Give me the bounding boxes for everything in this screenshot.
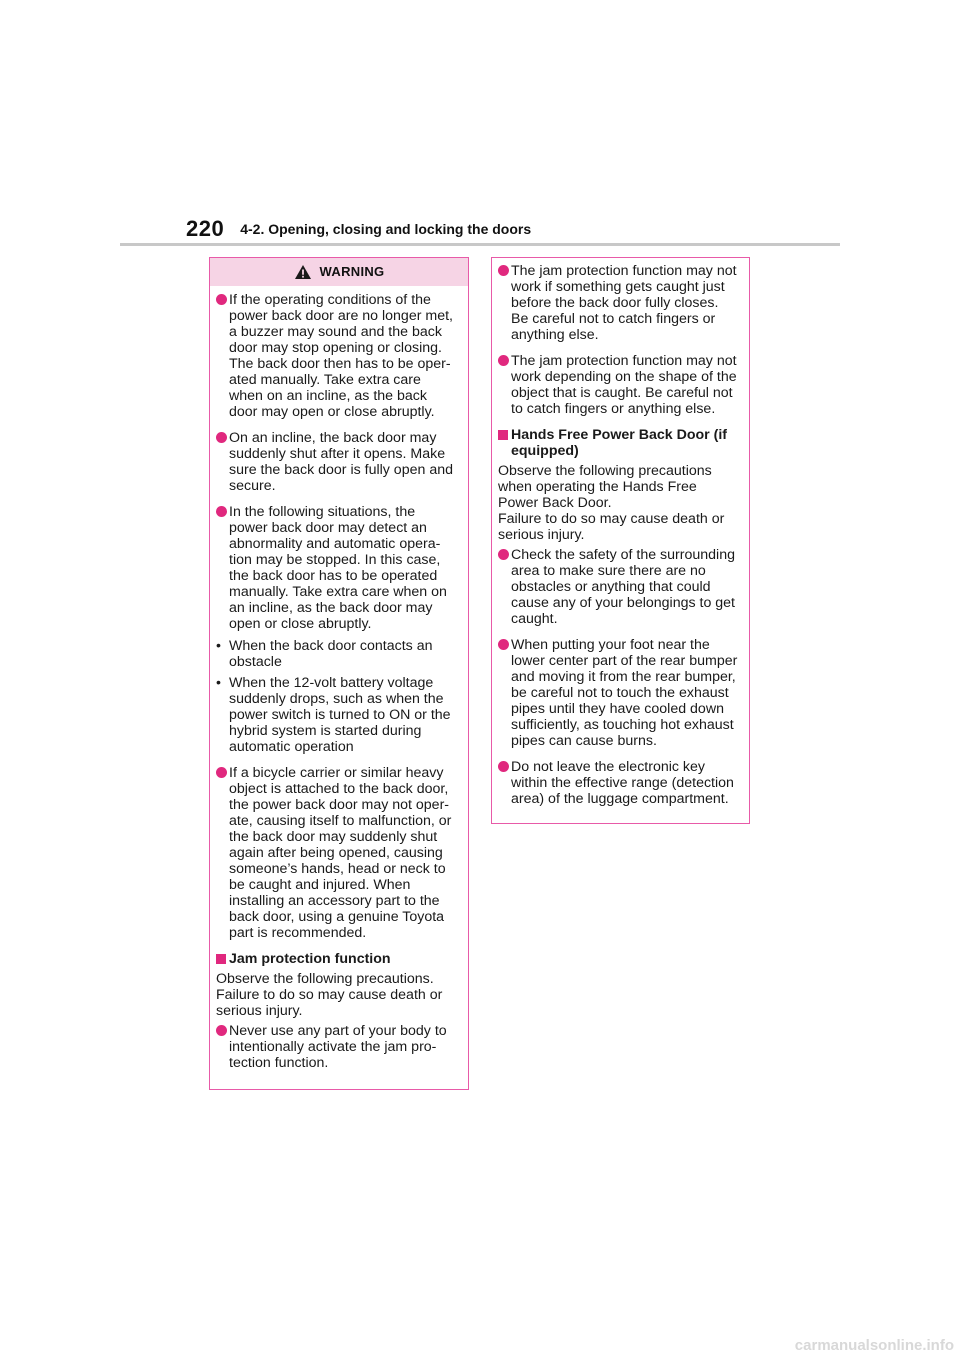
bullet-dot-icon xyxy=(216,504,229,632)
list-item-text: If the operating conditions of the power back door are no longer met, a buzzer may sound and the back door may stop opening or closing. The back door then has to be oper- ated manually. Take extra care when on an incline, as the back door may open or close abruptly. xyxy=(229,292,453,420)
list-item xyxy=(498,263,744,343)
sub-list-item xyxy=(216,638,463,670)
list-item-text: On an incline, the back door may suddenly shut after it opens. Make sure the back door is fully open and secure. xyxy=(229,430,453,494)
warning-body xyxy=(210,286,468,1071)
bullet-square-icon xyxy=(216,951,229,967)
list-item-text: Never use any part of your body to intentionally activate the jam pro- tection function. xyxy=(229,1023,447,1071)
hands-free-heading: Hands Free Power Back Door (if equipped) xyxy=(498,427,744,459)
hands-free-intro: Observe the following precautions when operating the Hands Free Power Back Door. Failure to do so may cause death or serious injury. xyxy=(498,463,725,543)
list-item-text: The jam protection function may not work if something gets caught just before the back door fully closes. Be careful not to catch fingers or anything else. xyxy=(511,263,737,343)
jam-protection-intro: Observe the following precautions. Failure to do so may cause death or serious injury. xyxy=(216,971,443,1019)
bullet-dot-icon xyxy=(498,547,511,627)
list-item xyxy=(498,353,744,417)
bullet-dot-icon xyxy=(216,1023,229,1071)
list-item-text: When putting your foot near the lower center part of the rear bumper and moving it from the rear bumper, be careful not to touch the exhaust pipes until they have cooled down sufficiently, as touching hot exhaust pipes can cause burns. xyxy=(511,637,738,749)
bullet-dot-icon xyxy=(498,637,511,749)
watermark: carmanualsonline.info xyxy=(794,1337,954,1354)
page-number: 220 xyxy=(186,216,225,241)
warning-label: WARNING xyxy=(319,264,385,279)
list-item xyxy=(216,765,463,941)
bullet-dot-icon xyxy=(216,292,229,420)
page-header xyxy=(186,214,531,244)
sub-bullet: • xyxy=(216,675,221,691)
list-item xyxy=(498,547,744,627)
header-divider xyxy=(120,243,840,246)
warning-body-continued xyxy=(492,258,749,807)
list-item xyxy=(216,292,463,420)
list-item-text: If a bicycle carrier or similar heavy object is attached to the back door, the power back door may not oper- ate, causing itself to malfunction, or the back door may suddenly shut again after being opened, causing someone’s hands, head or neck to be caught and injured. When installing an accessory part to the back door, using a genuine Toyota part is recommended. xyxy=(229,765,452,941)
jam-protection-heading: Jam protection function xyxy=(216,951,463,967)
sub-bullet: • xyxy=(216,638,221,654)
warning-header xyxy=(210,258,468,286)
sub-list-item-text: When the back door contacts an obstacle xyxy=(229,638,433,670)
warning-panel-left xyxy=(209,257,469,1090)
list-item xyxy=(498,759,744,807)
list-item-text: Do not leave the electronic key within the effective range (detection area) of the luggage compartment. xyxy=(511,759,734,807)
sub-list-item xyxy=(216,675,463,755)
bullet-dot-icon xyxy=(498,263,511,343)
list-item-text: Check the safety of the surrounding area to make sure there are no obstacles or anything that could cause any of your belongings to get caught. xyxy=(511,547,736,627)
bullet-dot-icon xyxy=(498,353,511,417)
bullet-dot-icon xyxy=(498,759,511,807)
list-item-text: The jam protection function may not work depending on the shape of the object that is caught. Be careful not to catch fingers or anything else. xyxy=(511,353,737,417)
list-item xyxy=(498,637,744,749)
bullet-dot-icon xyxy=(216,765,229,941)
list-item-text: In the following situations, the power back door may detect an abnormality and automatic opera- tion may be stopped. In this case, the back door has to be operated manually. Take extra care when on an incline, as the back door may open or close abruptly. xyxy=(229,504,447,632)
warning-panel-right xyxy=(491,257,750,824)
section-title: 4-2. Opening, closing and locking the doors xyxy=(240,221,532,237)
list-item xyxy=(216,430,463,494)
bullet-square-icon xyxy=(498,427,511,459)
list-item xyxy=(216,1023,463,1071)
bullet-dot-icon xyxy=(216,430,229,494)
sub-list-item-text: When the 12-volt battery voltage suddenly drops, such as when the power switch is turned to ON or the hybrid system is started during automatic operation xyxy=(229,675,451,755)
list-item xyxy=(216,504,463,632)
warning-triangle-icon xyxy=(294,264,312,280)
